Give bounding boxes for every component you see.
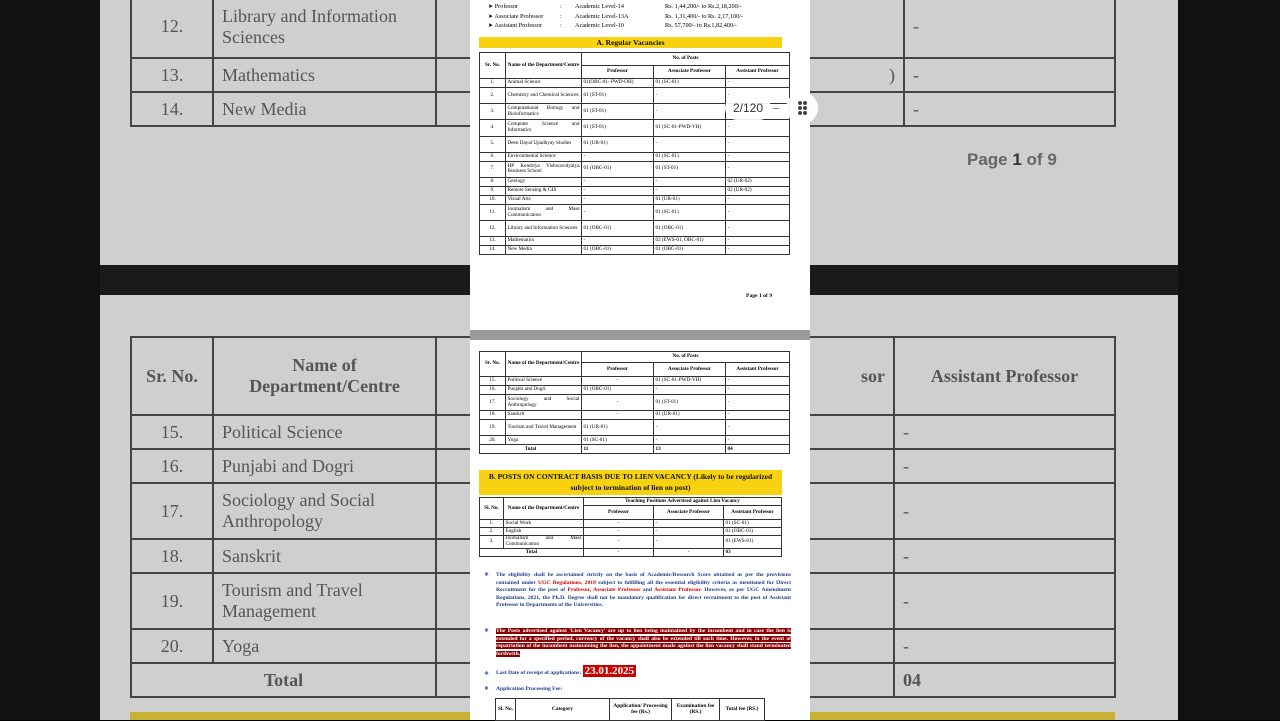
table-cell: 01 (EWS-01) — [724, 535, 782, 549]
table-cell: 01 (SC-01) — [654, 204, 726, 220]
lien-total-row: Total - - 03 — [480, 549, 782, 557]
table-cell: Computational Biology and Bioinformatics — [506, 104, 582, 120]
table-cell: Social Work — [504, 520, 584, 528]
section-b-title: B. POSTS ON CONTRACT BASIS DUE TO LIEN VACANCY (Likely to be regularized subject to termination of lien on post) — [479, 470, 782, 495]
table-cell: - — [582, 152, 654, 161]
table-row — [480, 377, 790, 386]
table-cell: - — [654, 535, 724, 549]
table-cell: - — [582, 395, 654, 411]
table-cell: 01 (OBC-01) — [582, 161, 654, 177]
table-cell: - — [582, 177, 654, 186]
table-cell: - — [726, 377, 790, 386]
table-row — [480, 204, 790, 220]
table-cell: 7. — [480, 161, 506, 177]
table-cell: - — [654, 177, 726, 186]
table-cell: 01 (UR-01) — [582, 420, 654, 436]
table-cell: 01 (SC-01) — [582, 436, 654, 445]
fee-label-line: ❖ Application Processing Fee: — [484, 686, 563, 692]
table-cell: - — [726, 152, 790, 161]
table-cell: - — [584, 527, 654, 535]
table-cell: Tourism and Travel Management — [506, 420, 582, 436]
background-table-bottom: Sr. No. Name of Department/Centre sor Assistant Professor 15. Political Science - 16. Punjabi and Dogri - 17. Sociology and Social Anthropology - 18. Sanskrit - 19. Tourism and Travel Management - 20. Yoga - Total 04 — [130, 336, 1116, 698]
table-cell: 2. — [480, 88, 506, 104]
table-row — [480, 152, 790, 161]
table-row — [480, 237, 790, 246]
last-date: 23.01.2025 — [584, 665, 635, 677]
section-a-title: A. Regular Vacancies — [479, 37, 782, 48]
table-cell: - — [726, 221, 790, 237]
table-row — [480, 535, 782, 549]
table-cell: - — [726, 420, 790, 436]
table-cell: - — [726, 411, 790, 420]
table-cell: New Media — [506, 246, 582, 255]
table-cell: Visual Arts — [506, 195, 582, 204]
table-cell: - — [582, 237, 654, 246]
table-cell: - — [726, 436, 790, 445]
regular-vacancies-table-continued: Sr. No. Name of the Department/Centre No. of Posts Professor Associate Professor Assistant Professor 15. Political Science - 01 (SC-01-PWD-VH) - 16. Punjabi and Dogri 01 (OBC-01) - - 17. Sociology and Social Anthropology - 01 (ST-01) - 18. Sanskrit - 01 (UR-01) - 19. Tourism and Travel Management 01 (UR-01) - - 20. Yoga 01 (SC-01) - - Total 11 13 04 — [479, 351, 790, 454]
table-cell: 18. — [480, 411, 506, 420]
table-cell: - — [726, 161, 790, 177]
table-cell: Computer Science and Informatics — [506, 120, 582, 136]
table-cell: Geology — [506, 177, 582, 186]
table-cell: Sociology and Social Anthropology — [506, 395, 582, 411]
indicator-divider — [773, 108, 779, 109]
table-row — [480, 120, 790, 136]
table-cell: 01 (OBC-01) — [582, 386, 654, 395]
table-row — [480, 195, 790, 204]
table-cell: - — [726, 395, 790, 411]
table-cell: 02 (UR-02) — [726, 186, 790, 195]
table-cell: 01 (ST-01) — [654, 395, 726, 411]
table-cell: Remote Sensing & GIS — [506, 186, 582, 195]
table-cell: - — [726, 136, 790, 152]
table-row — [480, 161, 790, 177]
table-cell: 3. — [480, 104, 506, 120]
table-cell: 11. — [480, 204, 506, 220]
regular-vacancies-table: Sr. No. Name of the Department/Centre No. of Posts Professor Associate Professor Assistant Professor 1. Animal Science 01(OBC-01- PWD-OH) 01 (SC-01) - 2. Chemistry and Chemical Sciences 01 (ST-01) - - 3. Computational Biology and Bioinformatics 01 (ST-01) - 4. Computer Science and Informatics 01 (ST-01) 01 (SC-01-PWD-VH) - 5. Deen Dayal Upadhyay Studies 01 (UR-01) - - 6. Environmental Science - 01 (SC-01) - 7. HP Kendriya Vishwavidyalya Business School 01 (OBC-01) 01 (ST-01) - 8. Geology - - 02 (UR-02) 9. Remote Sensing & GIS - - 02 (UR-02) 10. Visual Arts - 01 (UR-01) - 11. Journalism and Mass Communication - 01 (SC-01) - 12. Library and Information Sciences 01 (OBC-01) 01 (OBC-01) - 13. Mathematics - 02 (EWS-01, OBC-01) - 14. New Media 01 (OBC-01) 01 (OBC-01) - — [479, 52, 790, 255]
table-cell: - — [654, 104, 726, 120]
table-cell: HP Kendriya Vishwavidyalya Business School — [506, 161, 582, 177]
pay-scale-row: ➤ Associate Professor : Academic Level-13A Rs. 1,31,400/- to Rs. 2,17,100/- — [488, 12, 744, 20]
table-row — [480, 186, 790, 195]
table-row — [480, 221, 790, 237]
table-row — [480, 436, 790, 445]
table-cell: 01 (SC-01-PWD-VH) — [654, 377, 726, 386]
background-table-top: 12. Library and Information Sciences - 13. Mathematics ) - 14. New Media - — [130, 0, 1116, 127]
table-cell: - — [726, 195, 790, 204]
last-date-line: ❖ Last Date of receipt of applications: 23.01.2025 — [484, 665, 635, 677]
page-footer: Page 1 of 9 — [746, 293, 772, 299]
table-cell: English — [504, 527, 584, 535]
table-cell: 01 (OBC-01) — [654, 221, 726, 237]
table-cell: 20. — [480, 436, 506, 445]
table-cell: 16. — [480, 386, 506, 395]
table-cell: - — [584, 520, 654, 528]
page-indicator[interactable]: 2/120 — [725, 96, 771, 120]
table-cell: - — [726, 79, 790, 88]
table-cell: - — [654, 88, 726, 104]
pay-scale-row: ➤ Professor : Academic Level-14 Rs. 1,44,200/- to Rs.2,18,200/- — [488, 3, 742, 10]
table-cell: 01 (SC-01) — [654, 152, 726, 161]
table-cell: Political Science — [506, 377, 582, 386]
table-cell: 4. — [480, 120, 506, 136]
table-cell: 01 (OBC-01) — [582, 221, 654, 237]
table-cell: 01 (ST-01) — [582, 120, 654, 136]
table-cell: 01 (UR-01) — [654, 411, 726, 420]
background-page-number: Page 1 of 9 — [967, 150, 1057, 169]
table-cell: 1. — [480, 520, 504, 528]
table-cell: 2. — [480, 527, 504, 535]
table-cell: - — [582, 195, 654, 204]
page-gap — [470, 330, 810, 340]
pay-scale-list — [488, 2, 743, 31]
table-row — [480, 411, 790, 420]
table-cell: Sanskrit — [506, 411, 582, 420]
table-cell: 17. — [480, 395, 506, 411]
table-row — [480, 79, 790, 88]
table-cell: Deen Dayal Upadhyay Studies — [506, 136, 582, 152]
table-cell: 9. — [480, 186, 506, 195]
background-right-bar — [1178, 0, 1280, 720]
total-row: Total 11 13 04 — [480, 445, 790, 454]
pay-scale-row: ➤ Assistant Professor : Academic Level-10 Rs. 57,700/- to Rs.1,82,400/- — [488, 22, 737, 29]
table-cell: Animal Science — [506, 79, 582, 88]
table-cell: 8. — [480, 177, 506, 186]
table-row — [480, 395, 790, 411]
table-cell: 01 (SC-01-PWD-VH) — [654, 120, 726, 136]
table-cell: 01 (ST-01) — [582, 88, 654, 104]
table-cell: 02 (EWS-01, OBC-01) — [654, 237, 726, 246]
eligibility-note: ❖ The eligibility shall be ascertained strictly on the basis of Academic/Research Score obtained as per the provisions contained under UGC Regulations, 2018 subject to fulfilling all the essential eligibility criteria as mentioned for Direct Recruitment for the post of Professor, Associate Professor and Assistant Professor. However, as per UGC Amendment Regulations, 2021, the Ph.D. Degree shall not be mandatory qualification for direct recruitment to the post of Assistant Professor in Departments of the Universities. — [484, 572, 791, 609]
table-cell: 01 (UR-01) — [582, 136, 654, 152]
table-cell: Environmental Science — [506, 152, 582, 161]
table-row — [480, 420, 790, 436]
table-cell: 1. — [480, 79, 506, 88]
document-page-2 — [470, 340, 810, 720]
table-cell: 13. — [480, 237, 506, 246]
table-cell: - — [582, 204, 654, 220]
table-cell: 3. — [480, 535, 504, 549]
table-row — [480, 520, 782, 528]
table-cell: Journalism and Mass Communication — [506, 204, 582, 220]
table-cell: 02 (UR-02) — [726, 177, 790, 186]
table-cell: - — [654, 527, 724, 535]
table-cell: 15. — [480, 377, 506, 386]
table-row — [480, 386, 790, 395]
table-cell: Yoga — [506, 436, 582, 445]
table-cell: - — [584, 535, 654, 549]
table-cell: 10. — [480, 195, 506, 204]
table-cell: - — [654, 520, 724, 528]
table-cell: - — [726, 386, 790, 395]
table-cell: - — [654, 186, 726, 195]
table-row — [480, 177, 790, 186]
table-cell: 01 (ST-01) — [654, 161, 726, 177]
table-cell: 01(OBC-01- PWD-OH) — [582, 79, 654, 88]
table-cell: - — [582, 377, 654, 386]
document-page-1 — [470, 0, 810, 330]
table-cell: 01 (UR-01) — [654, 195, 726, 204]
table-cell: 19. — [480, 420, 506, 436]
grid-view-button[interactable] — [786, 92, 818, 124]
background-left-bar — [0, 0, 100, 720]
table-cell: - — [726, 120, 790, 136]
table-cell: 6. — [480, 152, 506, 161]
table-row — [480, 527, 782, 535]
table-cell: - — [726, 204, 790, 220]
table-row — [480, 246, 790, 255]
table-cell: Punjabi and Dogri — [506, 386, 582, 395]
table-cell: - — [654, 420, 726, 436]
table-cell: 01 (OBC-01) — [724, 527, 782, 535]
table-cell: 01 (OBC-01) — [654, 246, 726, 255]
table-cell: 14. — [480, 246, 506, 255]
table-cell: 01 (OBC-01) — [582, 246, 654, 255]
table-cell: - — [654, 386, 726, 395]
table-row — [480, 136, 790, 152]
table-cell: 5. — [480, 136, 506, 152]
lien-vacancy-table: Sl. No. Name of the Department/Centre Teaching Positions Advertised against Lien Vacancy Professor Associate Professor Assistant Professor 1. Social Work - - 01 (SC-01) 2. English - - 01 (OBC-01) 3. Journalism and Mass Communication - - 01 (EWS-01) Total - - 03 — [479, 497, 782, 557]
table-cell: Journalism and Mass Communication — [505, 535, 582, 548]
table-cell: - — [654, 136, 726, 152]
table-cell: - — [726, 88, 790, 104]
table-cell: - — [582, 186, 654, 195]
table-cell: 01 (SC-01) — [654, 79, 726, 88]
table-cell: Mathematics — [506, 237, 582, 246]
table-cell: 01 (ST-01) — [582, 104, 654, 120]
table-cell: - — [726, 237, 790, 246]
table-cell: - — [654, 436, 726, 445]
lien-note: ❖ The Posts advertised against 'Lien Vacancy' are up to lien being maintained by the incumbent and in case the lien is extended for a specified period, currency of the vacancy shall also be extended till such time. However, in the event of repatriation of the incumbent maintaining the lien, the appointment made against the lien vacancy shall stand terminated forthwith. — [484, 628, 791, 657]
table-cell: - — [582, 411, 654, 420]
table-cell: Library and Information Sciences — [506, 221, 582, 237]
table-cell: 01 (SC-01) — [724, 520, 782, 528]
table-cell: - — [726, 246, 790, 255]
table-cell: 12. — [480, 221, 506, 237]
fee-table: Sl. No. Category Application/ Processing fee (Rs.) Examination fee (RS.) Total fee (RS.) — [495, 698, 765, 721]
table-cell: Chemistry and Chemical Sciences — [506, 88, 582, 104]
